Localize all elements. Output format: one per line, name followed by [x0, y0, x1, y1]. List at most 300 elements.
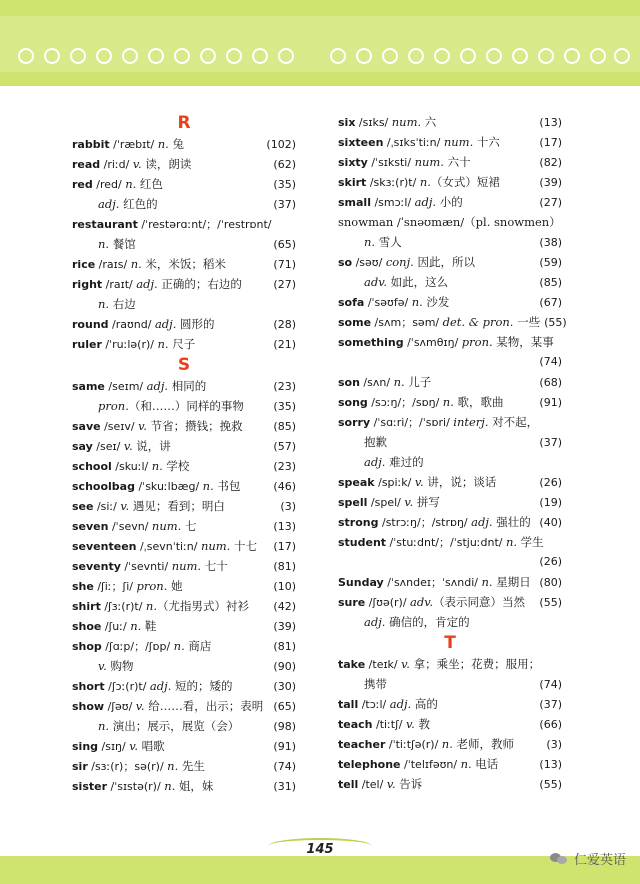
phonetic: /ʃuː/ — [101, 620, 131, 633]
entry-text — [338, 512, 531, 533]
page-reference: (65) — [273, 238, 296, 251]
phonetic: /raɪs/ — [95, 258, 131, 271]
part-of-speech: n. — [145, 599, 157, 613]
page-reference: (37) — [539, 436, 562, 449]
circle-ornament-icon — [200, 48, 216, 64]
page-reference: (23) — [273, 380, 296, 393]
headword: say — [72, 440, 93, 453]
gloss: 老师，教师 — [452, 737, 514, 751]
headword: restaurant — [72, 218, 138, 231]
gloss: 圆形的 — [176, 317, 215, 331]
page-reference: (91) — [539, 396, 562, 409]
part-of-speech: adj. — [146, 379, 169, 393]
gloss: 红色 — [136, 177, 163, 191]
part-of-speech: n. — [98, 297, 110, 311]
phonetic: /sʌn/ — [359, 376, 394, 389]
glossary-entry — [72, 174, 296, 194]
phonetic: /skɜː(r)t/ — [366, 176, 420, 189]
glossary-entry — [72, 556, 296, 576]
gloss: 姐，妹 — [175, 779, 214, 793]
phonetic: /ˈsɪstə(r)/ — [107, 780, 165, 793]
entry-text — [72, 596, 249, 617]
phonetic: /sɪks/ — [355, 116, 392, 129]
headword: short — [72, 680, 105, 693]
page-reference: (3) — [546, 738, 562, 751]
page-reference: (27) — [539, 196, 562, 209]
gloss: 尺子 — [168, 337, 196, 351]
entry-text — [338, 694, 438, 715]
entry-text — [72, 274, 242, 295]
page-reference: (46) — [273, 480, 296, 493]
headword: seven — [72, 520, 109, 533]
entry-text — [338, 592, 525, 613]
entry-text — [338, 572, 531, 593]
circle-ornament-icon — [174, 48, 190, 64]
entry-text — [72, 376, 206, 397]
entry-continuation — [72, 716, 296, 736]
part-of-speech: n. — [157, 137, 169, 151]
gloss: 沙发 — [422, 295, 450, 309]
page-reference: (62) — [273, 158, 296, 171]
part-of-speech: n. — [505, 535, 518, 549]
glossary-entry — [72, 476, 296, 496]
entry-continuation — [338, 232, 562, 252]
entry-text — [338, 612, 470, 632]
page-reference: (39) — [539, 176, 562, 189]
headword: small — [338, 196, 371, 209]
part-of-speech: n. — [441, 737, 453, 751]
circle-ornament-icon — [18, 48, 34, 64]
headword: see — [72, 500, 94, 513]
part-of-speech: n. — [157, 337, 169, 351]
entry-text — [72, 476, 240, 497]
part-of-speech: v. — [135, 699, 145, 713]
entry-text — [72, 416, 243, 437]
gloss: 鞋 — [141, 619, 157, 633]
page-reference: (81) — [273, 560, 296, 573]
page-reference: (37) — [539, 698, 562, 711]
gloss: 确信的，肯定的 — [385, 615, 470, 629]
entry-text — [72, 616, 156, 637]
phonetic: /ˈskuːlbæg/ — [134, 480, 203, 493]
glossary-entry — [72, 516, 296, 536]
gloss: 十七 — [230, 539, 257, 553]
part-of-speech: adj. — [149, 679, 172, 693]
glossary-entry — [72, 736, 296, 756]
gloss: 雪人 — [375, 235, 402, 249]
glossary-entry — [72, 776, 296, 796]
phonetic: /raʊnd/ — [108, 318, 155, 331]
phonetic: /ˈtiːtʃə(r)/ — [385, 738, 442, 751]
phonetic: /səʊ/ — [352, 256, 386, 269]
gloss: 短的；矮的 — [171, 679, 233, 693]
page-reference: (98) — [273, 720, 296, 733]
gloss: 演出；展示，展览（会） — [109, 719, 240, 733]
page-reference: (3) — [280, 500, 296, 513]
part-of-speech: v. — [120, 499, 130, 513]
phonetic: /ʃəʊ/ — [104, 700, 136, 713]
gloss: 右边 — [109, 297, 136, 311]
section-letter: R — [177, 113, 191, 133]
entry-text — [338, 232, 402, 252]
entry-text — [72, 174, 163, 195]
entry-text — [338, 292, 449, 313]
headword: show — [72, 700, 105, 713]
part-of-speech: n. — [442, 395, 454, 409]
glossary-entry — [72, 596, 296, 616]
entry-text — [338, 272, 448, 292]
part-of-speech: num. — [443, 135, 474, 149]
phonetic: /ˈsʌndeɪ；ˈsʌndi/ — [383, 576, 482, 589]
page-reference: (55) — [539, 596, 562, 609]
part-of-speech: n. — [393, 375, 405, 389]
headword: Sunday — [338, 576, 384, 589]
glossary-entry — [72, 636, 296, 656]
phonetic: /ˈruːlə(r)/ — [101, 338, 158, 351]
glossary-entry — [338, 192, 562, 212]
gloss: （表示同意）当然 — [433, 595, 526, 609]
gloss: 电话 — [471, 757, 499, 771]
part-of-speech: num. — [171, 559, 202, 573]
entry-text — [72, 556, 228, 577]
entry-text — [72, 736, 165, 757]
headword: tall — [338, 698, 359, 711]
part-of-speech: v. — [414, 475, 424, 489]
gloss: 携带 — [364, 677, 387, 691]
glossary-entry — [72, 416, 296, 436]
page-reference: (81) — [273, 640, 296, 653]
glossary-entry — [338, 252, 562, 272]
glossary-entry — [338, 572, 562, 592]
glossary-column-left — [72, 112, 296, 796]
glossary-entry — [72, 254, 296, 274]
headword: seventy — [72, 560, 121, 573]
part-of-speech: adv. — [364, 275, 388, 289]
phonetic: /seɪ/ — [92, 440, 124, 453]
part-of-speech: adj. — [154, 317, 177, 331]
page-reference: (26) — [539, 476, 562, 489]
glossary-entry — [338, 392, 562, 412]
gloss: 对不起， — [488, 415, 539, 429]
page-reference: (68) — [539, 376, 562, 389]
entry-text — [72, 314, 215, 335]
part-of-speech: v. — [138, 419, 147, 433]
headword: sir — [72, 760, 88, 773]
circle-ornament-icon — [96, 48, 112, 64]
wechat-icon — [550, 851, 568, 865]
circle-ornament-icon — [460, 48, 476, 64]
glossary-entry — [338, 532, 562, 552]
headword: tell — [338, 778, 359, 791]
entry-text — [338, 714, 430, 735]
phonetic: /sɔːŋ/；/sɒŋ/ — [367, 396, 443, 409]
phonetic: /riːd/ — [100, 158, 133, 171]
part-of-speech: interj. — [453, 415, 489, 429]
headword: sixty — [338, 156, 368, 169]
glossary-entry — [72, 274, 296, 294]
circle-ornament-icon — [434, 48, 450, 64]
glossary-entry — [72, 314, 296, 334]
entry-text — [338, 332, 554, 353]
gloss: 先生 — [178, 759, 205, 773]
phonetic: /tɔːl/ — [358, 698, 390, 711]
page-reference: (57) — [273, 440, 296, 453]
gloss: 十六 — [473, 135, 500, 149]
headword: seventeen — [72, 540, 137, 553]
entry-text — [338, 452, 424, 472]
page-reference: (82) — [539, 156, 562, 169]
phonetic: /ˈsɪksti/ — [367, 156, 415, 169]
glossary-entry — [338, 734, 562, 754]
headword: skirt — [338, 176, 367, 189]
entry-text — [72, 194, 158, 214]
part-of-speech: v. — [401, 657, 410, 671]
phonetic: /ˈsʌmθɪŋ/ — [403, 336, 462, 349]
gloss: 遇见；看到；明白 — [129, 499, 225, 513]
page-reference: (40) — [539, 516, 562, 529]
entry-text — [338, 372, 431, 393]
phonetic: /ʃiː；ʃi/ — [93, 580, 137, 593]
phonetic: /sʌm；səm/ — [371, 316, 443, 329]
part-of-speech: num. — [200, 539, 231, 553]
glossary-entry — [338, 754, 562, 774]
phonetic: /ʃɔː(r)t/ — [104, 680, 150, 693]
part-of-speech: n. — [167, 759, 179, 773]
phonetic: /spel/ — [367, 496, 405, 509]
headword: sixteen — [338, 136, 384, 149]
headword: teacher — [338, 738, 386, 751]
glossary-entry — [338, 372, 562, 392]
glossary-entry — [338, 592, 562, 612]
headword: son — [338, 376, 360, 389]
headword: rabbit — [72, 138, 110, 151]
part-of-speech: n. — [164, 779, 176, 793]
page-reference: (30) — [273, 680, 296, 693]
gloss: 因此，所以 — [413, 255, 475, 269]
gloss: 购物 — [106, 659, 134, 673]
phonetic: /strɔːŋ/；/strɒŋ/ — [378, 516, 472, 529]
headword: school — [72, 460, 112, 473]
glossary-entry — [338, 212, 562, 232]
gloss: 星期日 — [492, 575, 531, 589]
gloss: 小的 — [436, 195, 463, 209]
phonetic: /skuːl/ — [111, 460, 152, 473]
headword: sister — [72, 780, 108, 793]
gloss: 高的 — [411, 697, 438, 711]
page-reference: (65) — [273, 700, 296, 713]
circle-ornament-icon — [226, 48, 242, 64]
glossary-entry — [72, 756, 296, 776]
headword: sorry — [338, 416, 371, 429]
page-number: 145 — [306, 842, 334, 857]
gloss: （女式）短裙 — [430, 175, 500, 189]
gloss: 她 — [167, 579, 183, 593]
glossary-entry — [72, 696, 296, 716]
page-reference: (85) — [273, 420, 296, 433]
headword: song — [338, 396, 368, 409]
entry-text — [72, 536, 257, 557]
watermark-text: 仁爱英语 — [573, 852, 626, 868]
headword: read — [72, 158, 101, 171]
page-reference: (66) — [539, 718, 562, 731]
part-of-speech: n. — [419, 175, 431, 189]
entry-text — [72, 234, 136, 254]
gloss: 商店 — [184, 639, 212, 653]
phonetic: /spiːk/ — [374, 476, 415, 489]
part-of-speech: adj. — [414, 195, 437, 209]
headword: same — [72, 380, 105, 393]
glossary-entry — [338, 654, 562, 674]
circle-ornament-icon — [330, 48, 346, 64]
gloss: 学生 — [517, 535, 544, 549]
entry-text — [72, 154, 191, 175]
gloss: 相同的 — [168, 379, 207, 393]
page-reference: (35) — [273, 400, 296, 413]
page-reference: (23) — [273, 460, 296, 473]
entry-continuation — [338, 432, 562, 452]
page-reference: (31) — [273, 780, 296, 793]
gloss: 拼写 — [413, 495, 440, 509]
glossary-entry — [72, 436, 296, 456]
gloss: 七 — [181, 519, 197, 533]
page-reference: (27) — [273, 278, 296, 291]
phonetic: /raɪt/ — [102, 278, 137, 291]
page-reference: (19) — [539, 496, 562, 509]
circle-ornament-icon — [564, 48, 580, 64]
entry-text — [72, 254, 226, 275]
glossary-entry — [72, 376, 296, 396]
watermark — [550, 848, 626, 868]
part-of-speech: adj. — [471, 515, 493, 529]
entry-text — [72, 676, 233, 697]
page-reference: (42) — [273, 600, 296, 613]
part-of-speech: v. — [406, 717, 415, 731]
gloss: 抱歉 — [364, 435, 387, 449]
page-reference: (55) — [539, 778, 562, 791]
part-of-speech: adj. — [364, 455, 386, 469]
page-reference: (74) — [273, 760, 296, 773]
glossary-entry — [72, 576, 296, 596]
part-of-speech: n. — [130, 619, 142, 633]
phonetic: /ˈsevnti/ — [120, 560, 172, 573]
entry-text — [72, 636, 211, 657]
circle-ornament-icon — [590, 48, 606, 64]
glossary-entry — [72, 134, 296, 154]
entry-continuation — [338, 552, 562, 572]
headword: right — [72, 278, 103, 291]
part-of-speech: n. — [364, 235, 376, 249]
circle-ornament-icon — [278, 48, 294, 64]
gloss: 歌，歌曲 — [453, 395, 504, 409]
gloss: 餐馆 — [109, 237, 136, 251]
headword: spell — [338, 496, 368, 509]
entry-line-text: snowman /ˈsnəʊmæn/（pl. snowmen） — [338, 215, 561, 229]
headword: teach — [338, 718, 373, 731]
entry-text — [72, 776, 213, 797]
glossary-entry — [72, 676, 296, 696]
page-reference: (71) — [273, 258, 296, 271]
entry-text — [338, 112, 436, 133]
headword: student — [338, 536, 387, 549]
gloss: 兔 — [168, 137, 184, 151]
part-of-speech: v. — [132, 157, 142, 171]
phonetic: /ˌsɪksˈtiːn/ — [383, 136, 444, 149]
gloss: 一些 — [513, 315, 541, 329]
part-of-speech: num. — [391, 115, 422, 129]
glossary-entry — [338, 774, 562, 794]
glossary-entry — [72, 154, 296, 174]
page-reference: (90) — [273, 660, 296, 673]
circle-ornament-icon — [122, 48, 138, 64]
headword: sing — [72, 740, 99, 753]
circle-ornament-icon — [486, 48, 502, 64]
glossary-entry — [338, 412, 562, 432]
gloss: 米，米饭；稻米 — [141, 257, 226, 271]
part-of-speech: pron. — [136, 579, 168, 593]
phonetic: /tel/ — [358, 778, 387, 791]
phonetic: /ˈsevn/ — [108, 520, 152, 533]
headword: save — [72, 420, 101, 433]
entry-text — [338, 674, 387, 694]
glossary-entry — [338, 312, 567, 332]
part-of-speech: num. — [414, 155, 444, 169]
part-of-speech: n. — [151, 459, 163, 473]
phonetic: /sɜː(r)；sə(r)/ — [87, 760, 168, 773]
circle-ornament-icon — [148, 48, 164, 64]
circle-ornament-icon — [408, 48, 424, 64]
gloss: 告诉 — [395, 777, 423, 791]
entry-text — [72, 436, 171, 457]
entry-text — [338, 172, 500, 193]
entry-text — [72, 214, 272, 235]
entry-text — [338, 432, 387, 452]
gloss: 难过的 — [385, 455, 424, 469]
entry-text — [72, 496, 225, 517]
gloss: 说，讲 — [132, 439, 171, 453]
glossary-entry — [338, 694, 562, 714]
entry-text — [338, 392, 504, 413]
entry-text — [72, 516, 196, 537]
part-of-speech: conj. — [385, 255, 414, 269]
page-reference: (37) — [273, 198, 296, 211]
entry-text — [338, 532, 544, 553]
part-of-speech: adv. — [410, 595, 434, 609]
headword: shirt — [72, 600, 101, 613]
page-reference: (74) — [539, 678, 562, 691]
entry-text — [338, 192, 463, 213]
entry-text — [338, 212, 561, 232]
page-reference: (13) — [539, 116, 562, 129]
part-of-speech: n. — [411, 295, 423, 309]
glossary-entry — [338, 152, 562, 172]
entry-text — [72, 134, 184, 155]
part-of-speech: v. — [123, 439, 133, 453]
entry-continuation — [338, 452, 562, 472]
part-of-speech: adj. — [389, 697, 412, 711]
header-band — [0, 0, 640, 86]
circle-ornament-icon — [70, 48, 86, 64]
entry-text — [338, 654, 540, 675]
entry-text — [72, 716, 239, 736]
headword: so — [338, 256, 353, 269]
page-reference: (59) — [539, 256, 562, 269]
phonetic: /ʃɜː(r)t/ — [100, 600, 146, 613]
phonetic: /ˈsəʊfə/ — [364, 296, 412, 309]
glossary-entry — [72, 496, 296, 516]
entry-text — [72, 294, 136, 314]
entry-text — [72, 696, 263, 717]
circle-ornament-icon — [356, 48, 372, 64]
